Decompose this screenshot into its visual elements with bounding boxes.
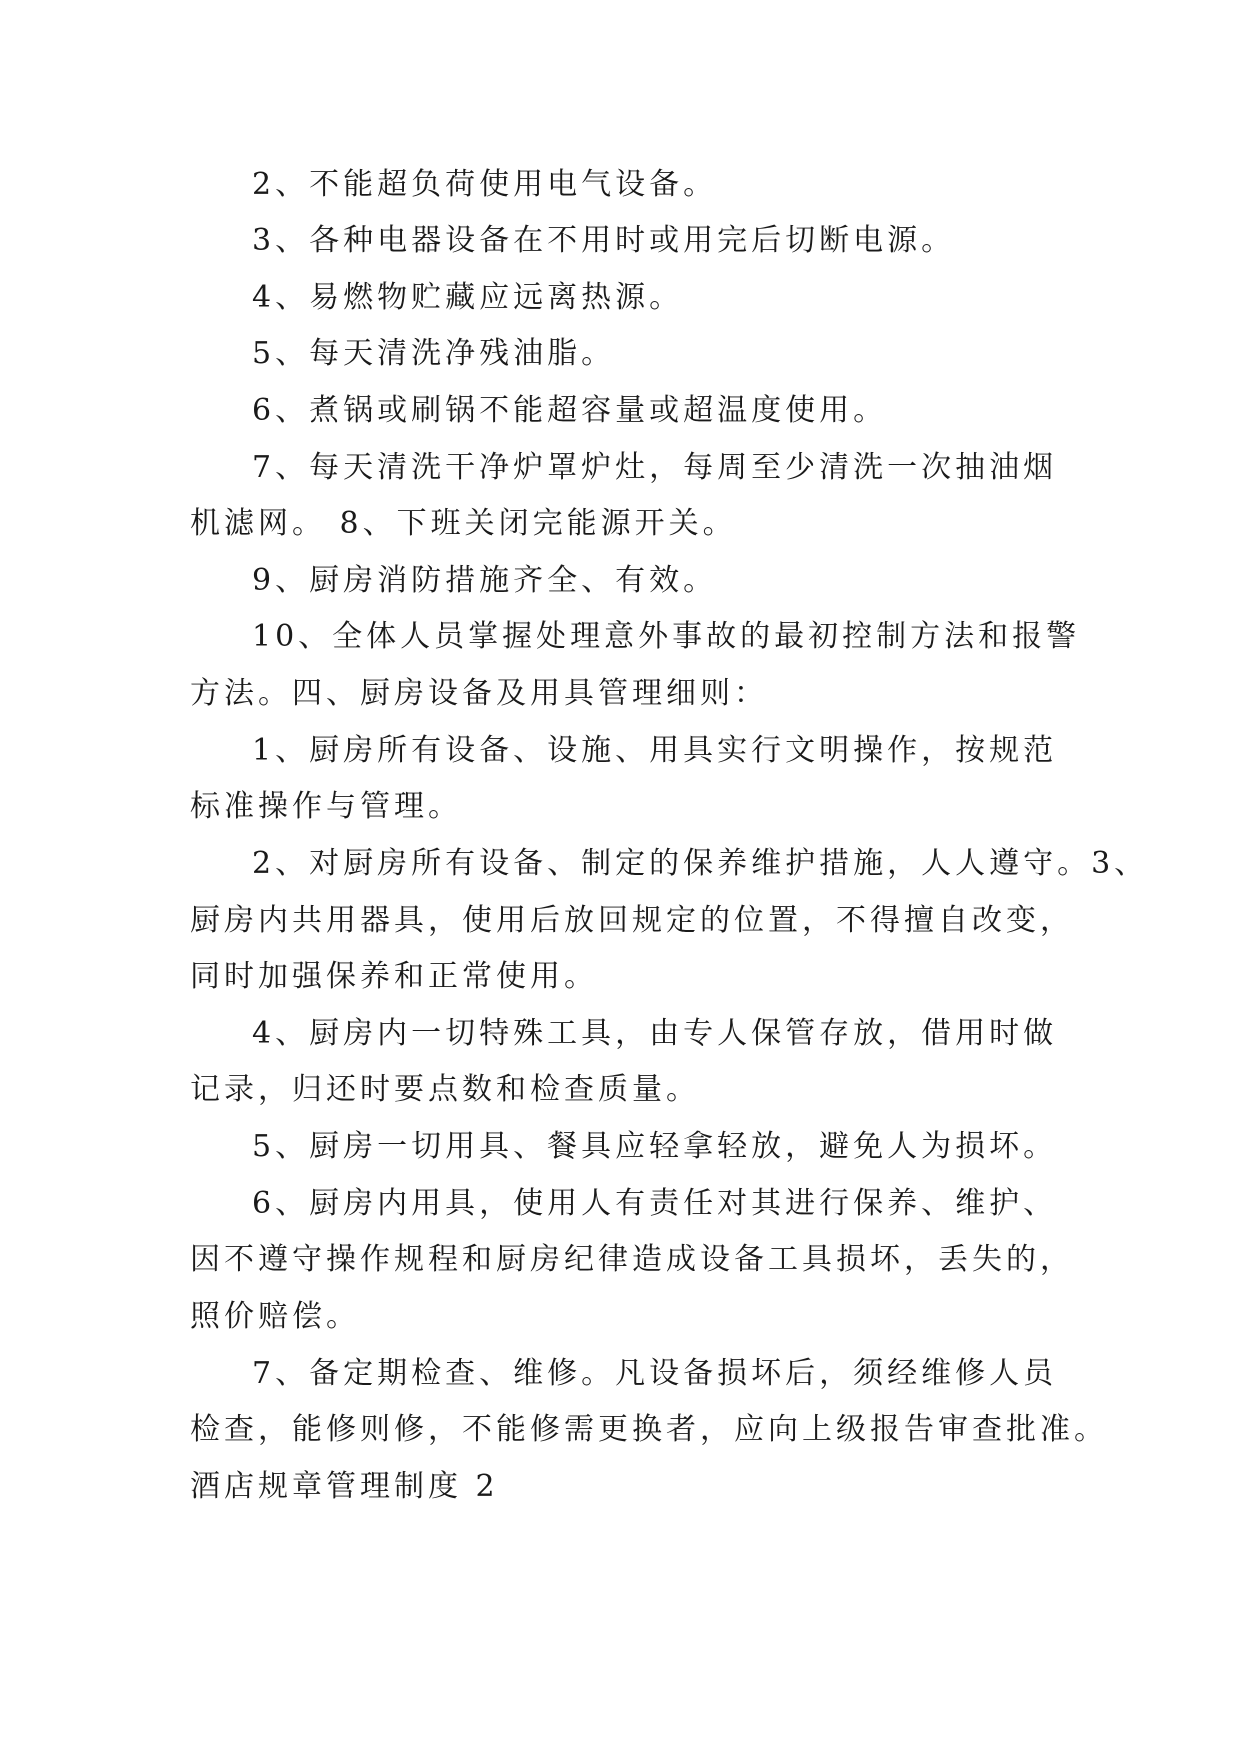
text-line: 机滤网。 8、下班关闭完能源开关。 [190,506,737,541]
text-line: 标准操作与管理。 [190,789,462,824]
text-line: 10、全体人员掌握处理意外事故的最初控制方法和报警 [252,619,1081,654]
text-line: 5、厨房一切用具、餐具应轻拿轻放，避免人为损坏。 [252,1129,1058,1164]
text-line: 7、每天清洗干净炉罩炉灶，每周至少清洗一次抽油烟 [252,450,1058,485]
text-line: 9、厨房消防措施齐全、有效。 [252,563,718,598]
text-line: 6、厨房内用具，使用人有责任对其进行保养、维护、 [252,1186,1058,1221]
text-line: 3、各种电器设备在不用时或用完后切断电源。 [252,223,956,258]
text-line: 检查，能修则修，不能修需更换者，应向上级报告审查批准。 [190,1412,1108,1447]
text-line: 5、每天清洗净残油脂。 [252,336,616,371]
text-line: 照价赔偿。 [190,1299,360,1334]
text-line: 方法。四、厨房设备及用具管理细则： [190,676,768,711]
text-line: 记录，归还时要点数和检查质量。 [190,1072,700,1107]
text-line: 2、不能超负荷使用电气设备。 [252,167,718,202]
text-line: 因不遵守操作规程和厨房纪律造成设备工具损坏，丢失的， [190,1242,1074,1277]
text-line: 1、厨房所有设备、设施、用具实行文明操作，按规范 [252,733,1058,768]
text-line: 4、厨房内一切特殊工具，由专人保管存放，借用时做 [252,1016,1058,1051]
text-line: 同时加强保养和正常使用。 [190,959,598,994]
text-line: 2、对厨房所有设备、制定的保养维护措施，人人遵守。3、 [252,846,1149,881]
section-heading: 酒店规章管理制度 2 [190,1469,499,1504]
text-line: 6、煮锅或刷锅不能超容量或超温度使用。 [252,393,888,428]
text-line: 7、备定期检查、维修。凡设备损坏后，须经维修人员 [252,1356,1058,1391]
text-line: 4、易燃物贮藏应远离热源。 [252,280,684,315]
text-line: 厨房内共用器具，使用后放回规定的位置，不得擅自改变， [190,903,1074,938]
